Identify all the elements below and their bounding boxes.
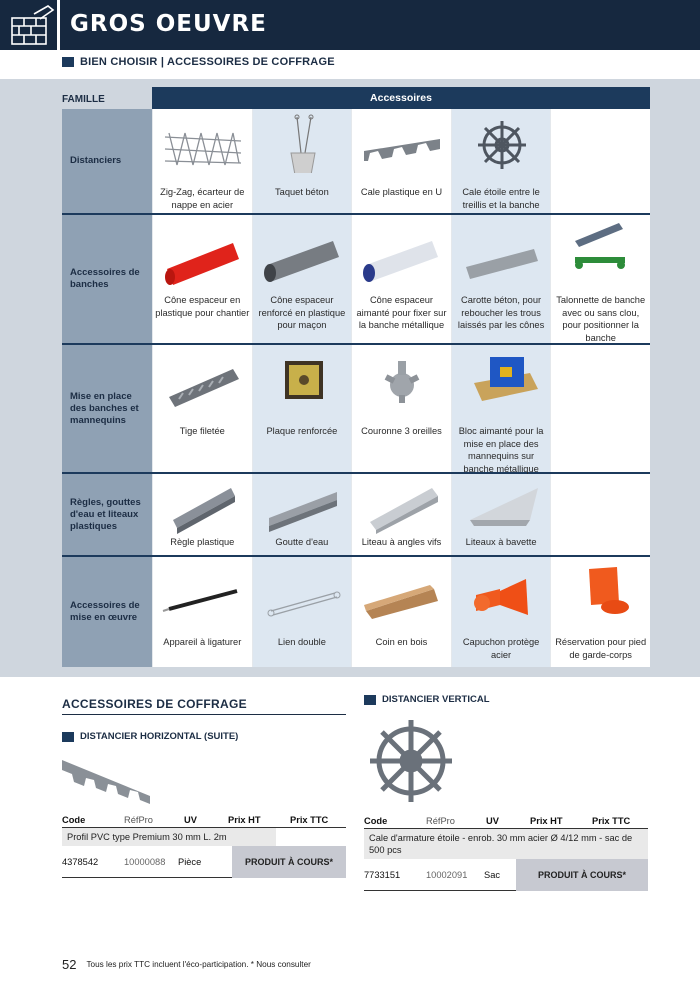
product-cell xyxy=(351,474,451,555)
product-label: Capuchon protège acier xyxy=(462,637,540,660)
col-prix-ht: Prix HT xyxy=(228,814,261,825)
section-heading-label: BIEN CHOISIR | ACCESSOIRES DE COFFRAGE xyxy=(80,56,335,68)
table-row xyxy=(364,859,648,891)
product-cell xyxy=(351,215,451,343)
pvc-profile-image xyxy=(60,752,156,808)
product-refpro: 10002091 xyxy=(426,869,468,880)
u-spacer-image xyxy=(360,121,444,181)
concrete-block-image xyxy=(261,113,345,173)
page-title: GROS OEUVRE xyxy=(70,11,267,37)
product-label: Tige filetée xyxy=(179,426,225,436)
accessoires-header: Accessoires xyxy=(152,87,650,109)
product-label: Taquet béton xyxy=(275,187,329,197)
col-prix-ttc: Prix TTC xyxy=(290,814,329,825)
table-row xyxy=(62,109,650,215)
table-row xyxy=(62,345,650,474)
product-label: Talonnette de banche avec ou sans clou, pour positionner la banche xyxy=(556,295,646,343)
product-label: Cône espaceur renforcé en plastique pour maçon xyxy=(258,295,346,330)
subsection-heading xyxy=(62,731,238,742)
product-label: Goutte d'eau xyxy=(275,537,329,547)
col-code: Code xyxy=(62,814,86,825)
product-code: 7733151 xyxy=(364,869,401,880)
family-label: Accessoires de banches xyxy=(62,215,152,343)
product-cell xyxy=(451,474,551,555)
product-cell xyxy=(252,345,352,472)
product-cell xyxy=(152,345,252,472)
product-label: Cale plastique en U xyxy=(360,187,443,197)
product-cell xyxy=(451,557,551,667)
product-description: Cale d'armature étoile - enrob. 30 mm acier Ø 4/12 mm - sac de 500 pcs xyxy=(364,829,648,859)
divider xyxy=(62,714,346,715)
plastic-rule-image xyxy=(161,480,245,540)
product-cell xyxy=(252,109,352,213)
product-cell xyxy=(152,215,252,343)
accessoires-coffrage-title: ACCESSOIRES DE COFFRAGE xyxy=(62,697,247,711)
square-bullet-icon xyxy=(364,695,376,705)
product-label: Liteau à angles vifs xyxy=(361,537,442,547)
col-prix-ht: Prix HT xyxy=(530,815,563,826)
red-cone-image xyxy=(161,229,245,289)
double-tie-image xyxy=(261,567,345,627)
concrete-plug-image xyxy=(460,229,544,289)
magnetic-cone-image xyxy=(360,229,444,289)
col-uv: UV xyxy=(184,814,197,825)
product-label: Plaque renforcée xyxy=(266,426,338,436)
building-tools-icon xyxy=(0,0,60,50)
product-label: Appareil à ligaturer xyxy=(163,637,242,647)
product-refpro: 10000088 xyxy=(124,856,166,867)
reinforced-plate-image xyxy=(261,355,345,415)
product-label: Cône espaceur en plastique pour chantier xyxy=(155,295,250,318)
sharp-angle-batten-image xyxy=(360,480,444,540)
family-label: Accessoires de mise en œuvre xyxy=(62,557,152,667)
threaded-rod-image xyxy=(161,357,245,417)
col-refpro: RéfPro xyxy=(426,815,455,826)
product-cell xyxy=(451,109,551,213)
product-label: Zig-Zag, écarteur de nappe en acier xyxy=(160,187,245,210)
product-label: Réservation pour pied de garde-corps xyxy=(555,637,647,660)
grey-cone-image xyxy=(261,229,345,289)
footer-note: Tous les prix TTC incluent l'éco-participation. * Nous consulter xyxy=(86,960,311,969)
star-spacer-image xyxy=(366,716,456,806)
product-cell xyxy=(351,109,451,213)
product-table-vertical xyxy=(364,813,648,891)
product-cell xyxy=(451,215,551,343)
product-label: Coin en bois xyxy=(375,637,428,647)
overview-table xyxy=(62,109,650,667)
section-heading xyxy=(62,56,335,68)
product-cell xyxy=(550,215,650,343)
col-code: Code xyxy=(364,815,388,826)
product-label: Cône espaceur aimanté pour fixer sur la banche métallique xyxy=(356,295,447,330)
product-uv: Sac xyxy=(484,869,501,880)
product-label: Liteaux à bavette xyxy=(465,537,537,547)
product-cell xyxy=(252,557,352,667)
table-row xyxy=(62,846,346,878)
price-on-request-button[interactable]: PRODUIT À COURS* xyxy=(516,859,648,891)
product-cell xyxy=(351,345,451,472)
product-label: Couronne 3 oreilles xyxy=(361,426,442,436)
magnetic-block-image xyxy=(460,353,544,413)
table-header xyxy=(364,813,648,829)
product-code: 4378542 xyxy=(62,856,99,867)
drip-edge-image xyxy=(261,480,345,540)
famille-header: FAMILLE xyxy=(62,94,105,105)
table-row xyxy=(62,215,650,345)
zigzag-spacer-image xyxy=(161,119,245,179)
product-label: Carotte béton, pour reboucher les trous laissés par les cônes xyxy=(457,295,545,330)
square-bullet-icon xyxy=(62,732,74,742)
col-refpro: RéfPro xyxy=(124,814,153,825)
product-cell xyxy=(152,109,252,213)
product-label: Cale étoile entre le treillis et la banche xyxy=(462,187,540,210)
product-cell xyxy=(550,109,650,213)
product-cell xyxy=(351,557,451,667)
wooden-wedge-image xyxy=(360,567,444,627)
rebar-cap-image xyxy=(460,565,544,625)
product-label: Règle plastique xyxy=(170,537,235,547)
square-bullet-icon xyxy=(62,57,74,67)
subsection-label: DISTANCIER VERTICAL xyxy=(382,694,490,705)
product-cell xyxy=(252,474,352,555)
col-prix-ttc: Prix TTC xyxy=(592,815,631,826)
flap-batten-image xyxy=(460,480,544,540)
page-footer xyxy=(62,957,311,972)
subsection-label: DISTANCIER HORIZONTAL (SUITE) xyxy=(80,731,239,742)
price-on-request-button[interactable]: PRODUIT À COURS* xyxy=(232,846,346,878)
product-cell xyxy=(252,215,352,343)
family-label: Règles, gouttes d'eau et liteaux plastiques xyxy=(62,474,152,555)
product-cell xyxy=(550,557,650,667)
product-cell xyxy=(550,474,650,555)
page-number: 52 xyxy=(62,957,77,972)
table-header xyxy=(62,812,346,828)
family-label: Distanciers xyxy=(62,109,152,213)
star-spacer-image xyxy=(460,117,544,177)
product-uv: Pièce xyxy=(178,856,202,867)
guardrail-reservation-image xyxy=(559,563,643,623)
shuttering-foot-image xyxy=(559,219,643,279)
family-label: Mise en place des banches et mannequins xyxy=(62,345,152,472)
product-description: Profil PVC type Premium 30 mm L. 2m xyxy=(62,828,276,846)
product-label: Bloc aimanté pour la mise en place des mannequins sur banche métallique xyxy=(458,426,544,474)
product-cell xyxy=(550,345,650,472)
product-label: Lien double xyxy=(277,637,326,647)
table-row xyxy=(62,557,650,667)
subsection-heading xyxy=(364,694,490,705)
product-cell xyxy=(152,474,252,555)
product-table-horizontal xyxy=(62,812,346,878)
product-cell xyxy=(451,345,551,472)
product-cell xyxy=(152,557,252,667)
col-uv: UV xyxy=(486,815,499,826)
three-ear-nut-image xyxy=(360,355,444,415)
table-row xyxy=(62,474,650,557)
tying-tool-image xyxy=(161,567,245,627)
